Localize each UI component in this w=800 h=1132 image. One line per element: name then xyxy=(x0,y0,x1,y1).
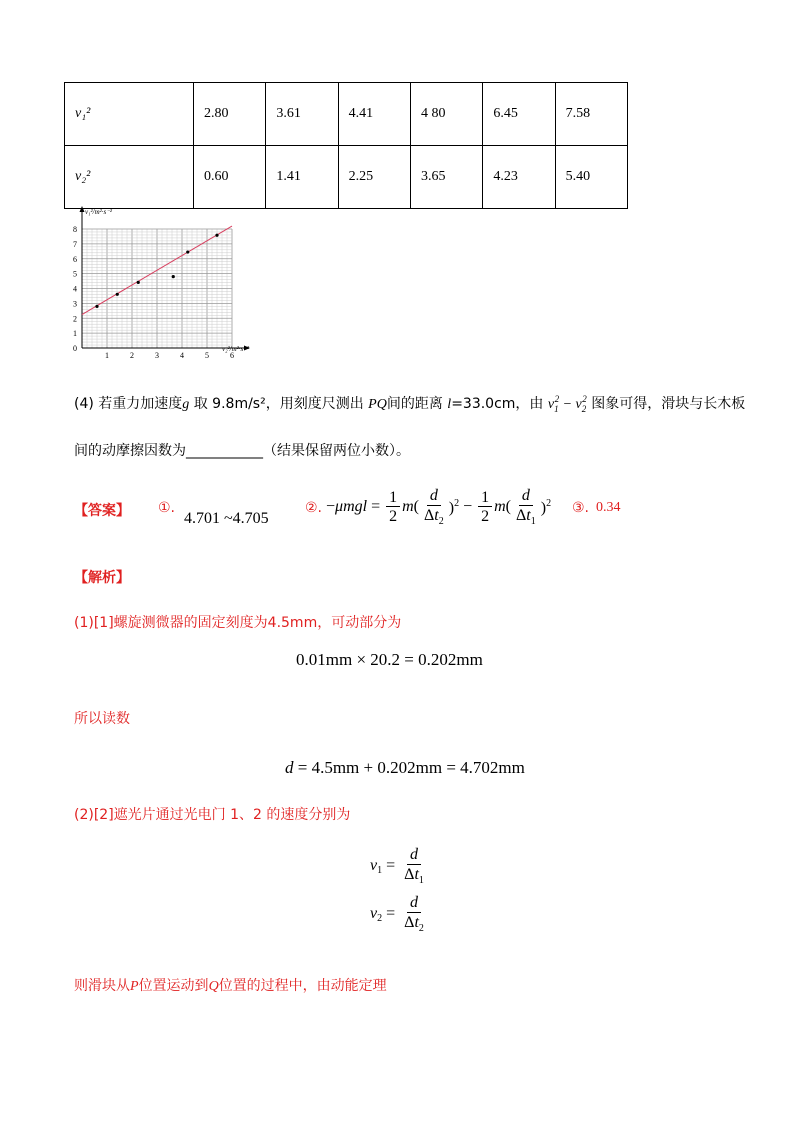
answer-1-prefix: ①. xyxy=(158,500,176,516)
g-value: 取 9.8m/s²，用刻度尺测出 xyxy=(193,396,364,412)
data-point xyxy=(116,293,119,296)
l-value: =33.0cm，由 xyxy=(451,396,544,412)
answer-2-prefix: ②. xyxy=(305,500,323,516)
table-cell: 4.41 xyxy=(338,83,410,146)
analysis-p3: (2)[2]遮光片通过光电门 1、2 的速度分别为 xyxy=(74,807,351,823)
graph-text: 图象可得，滑块与长木板 xyxy=(591,396,746,412)
data-point xyxy=(95,305,98,308)
x-tick-label: 5 xyxy=(205,351,209,360)
row-label: v₁² xyxy=(65,83,194,146)
y-tick-label: 5 xyxy=(73,269,77,279)
analysis-p1: (1)[1]螺旋测微器的固定刻度为4.5mm，可动部分为 xyxy=(74,615,402,631)
y-tick-label: 6 xyxy=(73,254,77,264)
equation-2: d = 4.5mm + 0.202mm = 4.702mm xyxy=(285,758,525,777)
y-axis-arrow xyxy=(80,206,85,212)
data-table xyxy=(64,82,628,209)
table-cell: 4.23 xyxy=(483,146,555,209)
x-tick-label: 4 xyxy=(180,351,184,360)
y-tick-label: 8 xyxy=(73,225,77,234)
table-cell: 0.60 xyxy=(194,146,266,209)
pq-symbol: PQ xyxy=(368,397,387,412)
data-point xyxy=(186,250,189,253)
row-label: v₂² xyxy=(65,146,194,209)
x-tick-label: 3 xyxy=(155,351,159,360)
y-axis-label: v₁²/m²·s⁻² xyxy=(85,208,113,216)
analysis-label: 【解析】 xyxy=(74,570,130,586)
scatter-chart xyxy=(60,204,250,360)
equation-1: 0.01mm × 20.2 = 0.202mm xyxy=(296,650,483,669)
table-cell: 1.41 xyxy=(266,146,338,209)
table-cell: 3.65 xyxy=(410,146,482,209)
analysis-p4: 则滑块从P位置运动到Q位置的过程中，由动能定理 xyxy=(74,978,387,994)
table-cell: 2.80 xyxy=(194,83,266,146)
table-cell: 3.61 xyxy=(266,83,338,146)
question-line-2: 间的动摩擦因数为___________（结果保留两位小数）。 xyxy=(74,443,410,459)
table-cell: 5.40 xyxy=(555,146,627,209)
table-row xyxy=(65,146,628,209)
answer-3: 0.34 xyxy=(596,500,621,515)
y-tick-label: 3 xyxy=(73,299,77,309)
table-cell: 4 80 xyxy=(410,83,482,146)
y-tick-label: 4 xyxy=(73,284,77,294)
data-point xyxy=(172,275,175,278)
x-tick-label: 1 xyxy=(105,351,109,360)
analysis-p2: 所以读数 xyxy=(74,711,130,727)
table-cell: 6.45 xyxy=(483,83,555,146)
dist-text: 间的距离 xyxy=(386,396,443,412)
y-tick-label: 2 xyxy=(73,314,77,324)
equation-v2: v $_2$ = $\frac{d}{\Delta t_2}$ xyxy=(370,894,424,934)
x-tick-label: 2 xyxy=(130,351,134,360)
g-symbol: g xyxy=(182,397,190,412)
y-tick-label: 0 xyxy=(73,344,77,353)
x-axis-label: v₂²/m²·s⁻² xyxy=(222,345,250,353)
table-cell: 7.58 xyxy=(555,83,627,146)
graph-expression: $v_1^2 - v_2^2$ xyxy=(547,394,587,414)
table-row xyxy=(65,83,628,146)
answer-3-prefix: ③. xyxy=(572,500,590,516)
x-tick-label: 6 xyxy=(230,351,234,360)
y-tick-label: 1 xyxy=(73,329,77,339)
answer-2-equation: − μmgl = $\frac{1}{2}$ m ( $\frac{d}{\Delta t_2}$ )$^2$ − $\frac{1}{2}$ m ( $\frac{d}{\Delta t_1}$ )$^2$ xyxy=(326,487,552,527)
data-point xyxy=(137,281,140,284)
data-point xyxy=(215,234,218,237)
equation-v1: v $_1$ = $\frac{d}{\Delta t_1}$ xyxy=(370,846,424,886)
answer-1: 4.701 ~4.705 xyxy=(184,510,269,527)
l-symbol: l xyxy=(447,397,452,412)
table-cell: 2.25 xyxy=(338,146,410,209)
answer-label: 【答案】 xyxy=(74,503,130,519)
question-line-1 xyxy=(74,393,745,414)
y-tick-label: 7 xyxy=(73,239,77,249)
question-part: (4) 若重力加速度 xyxy=(74,396,183,412)
